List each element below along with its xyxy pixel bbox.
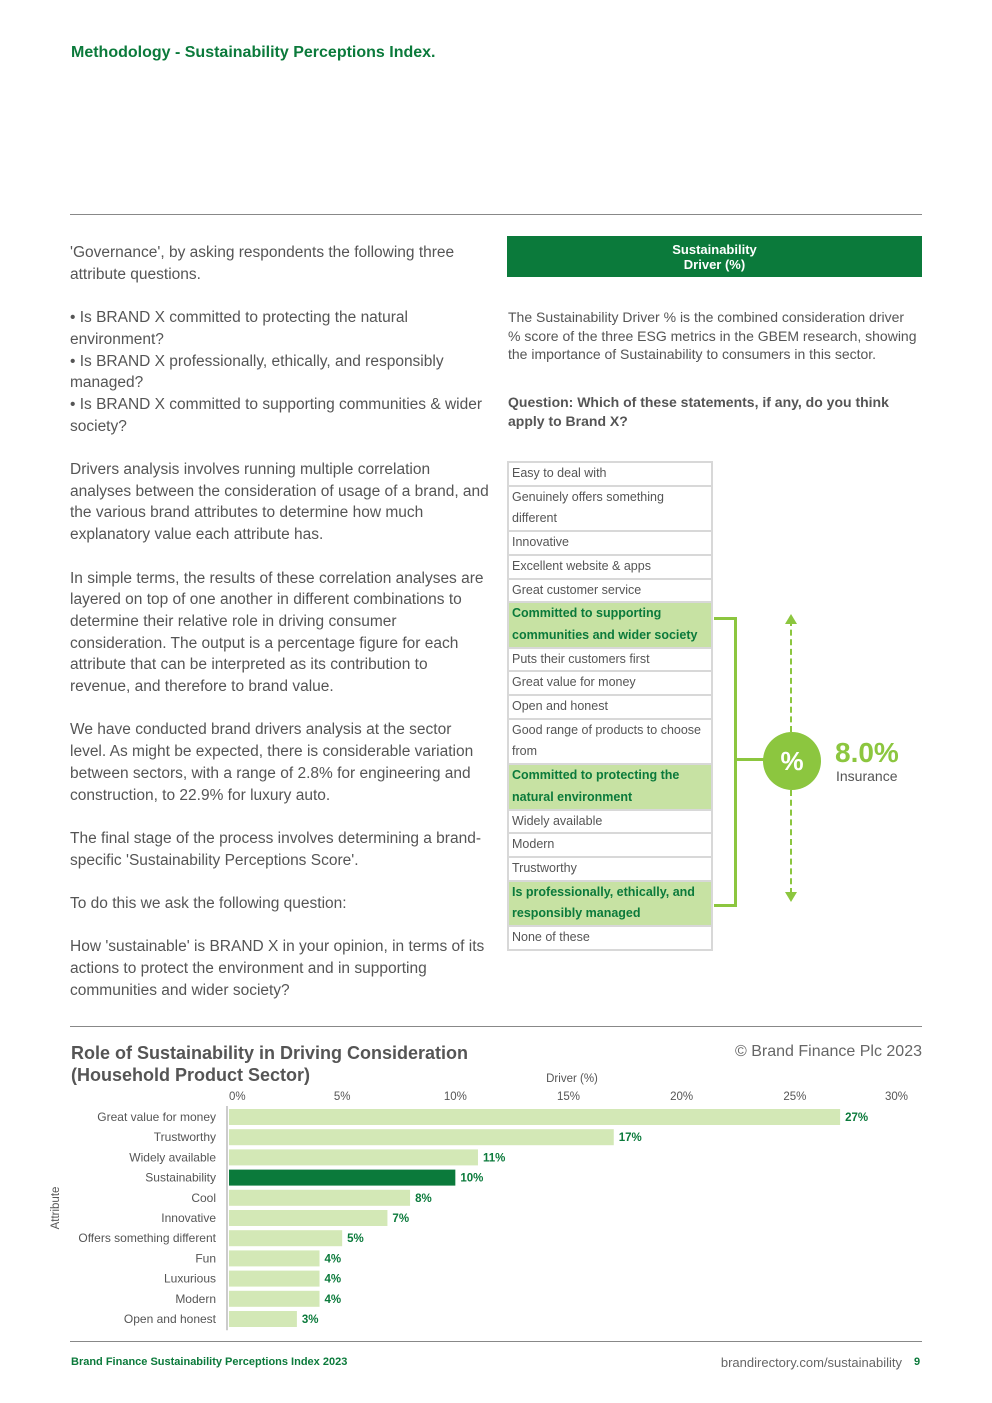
driver-question: Question: Which of these statements, if any, do you think apply to Brand X? bbox=[508, 394, 889, 429]
data-label: 10% bbox=[460, 1172, 484, 1185]
bar bbox=[229, 1291, 320, 1307]
bar bbox=[229, 1230, 342, 1246]
attribute-row-esg: Is professionally, ethically, and responsibly managed bbox=[507, 882, 713, 927]
bullet-item: • Is BRAND X professionally, ethically, and responsibly managed? bbox=[70, 352, 444, 392]
data-label: 4% bbox=[324, 1293, 342, 1306]
footer-url[interactable]: brandirectory.com/sustainability bbox=[720, 1355, 902, 1370]
attribute-row: None of these bbox=[507, 927, 713, 951]
category-label: Cool bbox=[191, 1190, 216, 1205]
bullet-item: • Is BRAND X committed to supporting communities & wider society? bbox=[70, 395, 483, 435]
footer-divider bbox=[70, 1341, 922, 1342]
category-label: Open and honest bbox=[123, 1312, 216, 1326]
arrow-up-line bbox=[790, 620, 792, 732]
body-paragraph: 'Governance', by asking respondents the following three attribute questions. bbox=[70, 244, 455, 283]
driver-sector: Insurance bbox=[836, 768, 898, 784]
attribute-row: Open and honest bbox=[507, 696, 713, 720]
attribute-row: Excellent website & apps bbox=[507, 556, 713, 580]
driver-value: 8.0% bbox=[835, 737, 899, 768]
page-number: 9 bbox=[914, 1356, 921, 1368]
footer-publication: Brand Finance Sustainability Perceptions Index 2023 bbox=[71, 1356, 348, 1368]
driver-bar-chart bbox=[40, 1066, 940, 1336]
data-label: 7% bbox=[392, 1213, 410, 1225]
bar-highlight bbox=[229, 1170, 455, 1186]
attribute-row: Great customer service bbox=[507, 580, 713, 604]
bullet-item: • Is BRAND X committed to protecting the natural environment? bbox=[70, 309, 408, 348]
data-label: 4% bbox=[324, 1253, 342, 1266]
category-label: Offers something different bbox=[78, 1231, 216, 1246]
bar bbox=[229, 1109, 840, 1125]
bar bbox=[229, 1149, 478, 1165]
bar bbox=[229, 1271, 320, 1287]
attribute-row: Trustworthy bbox=[507, 858, 713, 882]
x-tick-label: 10% bbox=[443, 1091, 467, 1103]
data-label: 11% bbox=[482, 1152, 506, 1165]
body-text-column bbox=[70, 242, 490, 1023]
attribute-row: Modern bbox=[507, 834, 713, 858]
body-paragraph: We have conducted brand drivers analysis at the sector level. As might be expected, there is considerable variation between sectors, with a range of 2.8% for engineering and construction, to 22.9% for luxury auto. bbox=[70, 721, 474, 804]
x-axis-title: Driver (%) bbox=[546, 1073, 598, 1085]
x-tick-label: 25% bbox=[783, 1091, 807, 1103]
category-label: Modern bbox=[175, 1291, 216, 1306]
data-label: 17% bbox=[618, 1132, 642, 1145]
bracket-connector bbox=[734, 758, 764, 761]
chart-title: Role of Sustainability in Driving Consideration (Household Product Sector) bbox=[71, 1043, 469, 1085]
category-label: Luxurious bbox=[163, 1271, 216, 1286]
y-axis-title: Attribute bbox=[50, 1186, 62, 1230]
category-label: Sustainability bbox=[145, 1170, 216, 1185]
attribute-row: Good range of products to choose from bbox=[507, 720, 713, 765]
attribute-row-esg: Committed to supporting communities and wider society bbox=[507, 603, 713, 648]
data-label: 4% bbox=[324, 1273, 342, 1286]
bar bbox=[229, 1311, 297, 1327]
esg-bracket bbox=[714, 617, 737, 907]
x-tick-label: 20% bbox=[670, 1091, 694, 1103]
data-label: 8% bbox=[415, 1192, 432, 1205]
body-paragraph: To do this we ask the following question: bbox=[70, 895, 347, 912]
page-header-title: Methodology - Sustainability Perceptions Index. bbox=[71, 44, 436, 61]
body-paragraph: Drivers analysis involves running multiple correlation analyses between the consideration of usage of a brand, and the various brand attributes to determine how much explanatory value each attribute has. bbox=[70, 461, 489, 544]
attribute-row: Great value for money bbox=[507, 672, 713, 696]
category-label: Fun bbox=[195, 1251, 216, 1266]
x-tick-label: 30% bbox=[884, 1091, 908, 1103]
heading-line: Driver (%) bbox=[683, 256, 746, 272]
attribute-row: Widely available bbox=[507, 811, 713, 835]
driver-description: The Sustainability Driver % is the combined consideration driver % score of the three ESG metrics in the GBEM research, showing the importance of Sustainability to consumers in this sector. bbox=[508, 309, 917, 362]
percent-icon: % bbox=[763, 732, 821, 790]
attribute-list bbox=[507, 461, 713, 951]
bar bbox=[229, 1129, 614, 1145]
body-paragraph: In simple terms, the results of these correlation analyses are layered on top of one another in different combinations to determine their relative role in driving consumer consideration. The output is a percentage figure for each attribute that can be interpreted as its contribution to revenue, and therefore to brand value. bbox=[70, 569, 484, 696]
copyright: © Brand Finance Plc 2023 bbox=[734, 1043, 922, 1060]
category-label: Innovative bbox=[161, 1211, 216, 1225]
category-label: Trustworthy bbox=[153, 1130, 216, 1145]
attribute-row: Genuinely offers something different bbox=[507, 487, 713, 532]
sustainability-driver-heading bbox=[507, 236, 922, 277]
data-label: 5% bbox=[347, 1233, 364, 1246]
category-label: Widely available bbox=[129, 1150, 216, 1165]
bar bbox=[229, 1250, 320, 1266]
body-paragraph: The final stage of the process involves determining a brand-specific 'Sustainability Perceptions Score'. bbox=[70, 829, 481, 869]
bar bbox=[229, 1210, 387, 1226]
category-label: Great value for money bbox=[97, 1110, 216, 1124]
attribute-row: Innovative bbox=[507, 532, 713, 556]
x-tick-label: 15% bbox=[556, 1091, 581, 1103]
attribute-row-esg: Committed to protecting the natural environment bbox=[507, 765, 713, 810]
arrow-up-icon bbox=[785, 614, 797, 624]
attribute-row: Puts their customers first bbox=[507, 649, 713, 673]
data-label: 3% bbox=[301, 1314, 319, 1326]
heading-line: Sustainability bbox=[672, 241, 757, 257]
arrow-down-icon bbox=[785, 892, 797, 902]
header-divider bbox=[70, 214, 922, 215]
chart-divider bbox=[70, 1026, 922, 1027]
bar bbox=[229, 1190, 410, 1206]
body-paragraph: How 'sustainable' is BRAND X in your opinion, in terms of its actions to protect the environment and in supporting communities and wider society? bbox=[70, 938, 485, 999]
attribute-row: Easy to deal with bbox=[507, 461, 713, 487]
data-label: 27% bbox=[845, 1112, 869, 1124]
x-tick-label: 0% bbox=[229, 1091, 246, 1103]
x-tick-label: 5% bbox=[333, 1091, 351, 1103]
arrow-down-line bbox=[790, 790, 792, 894]
